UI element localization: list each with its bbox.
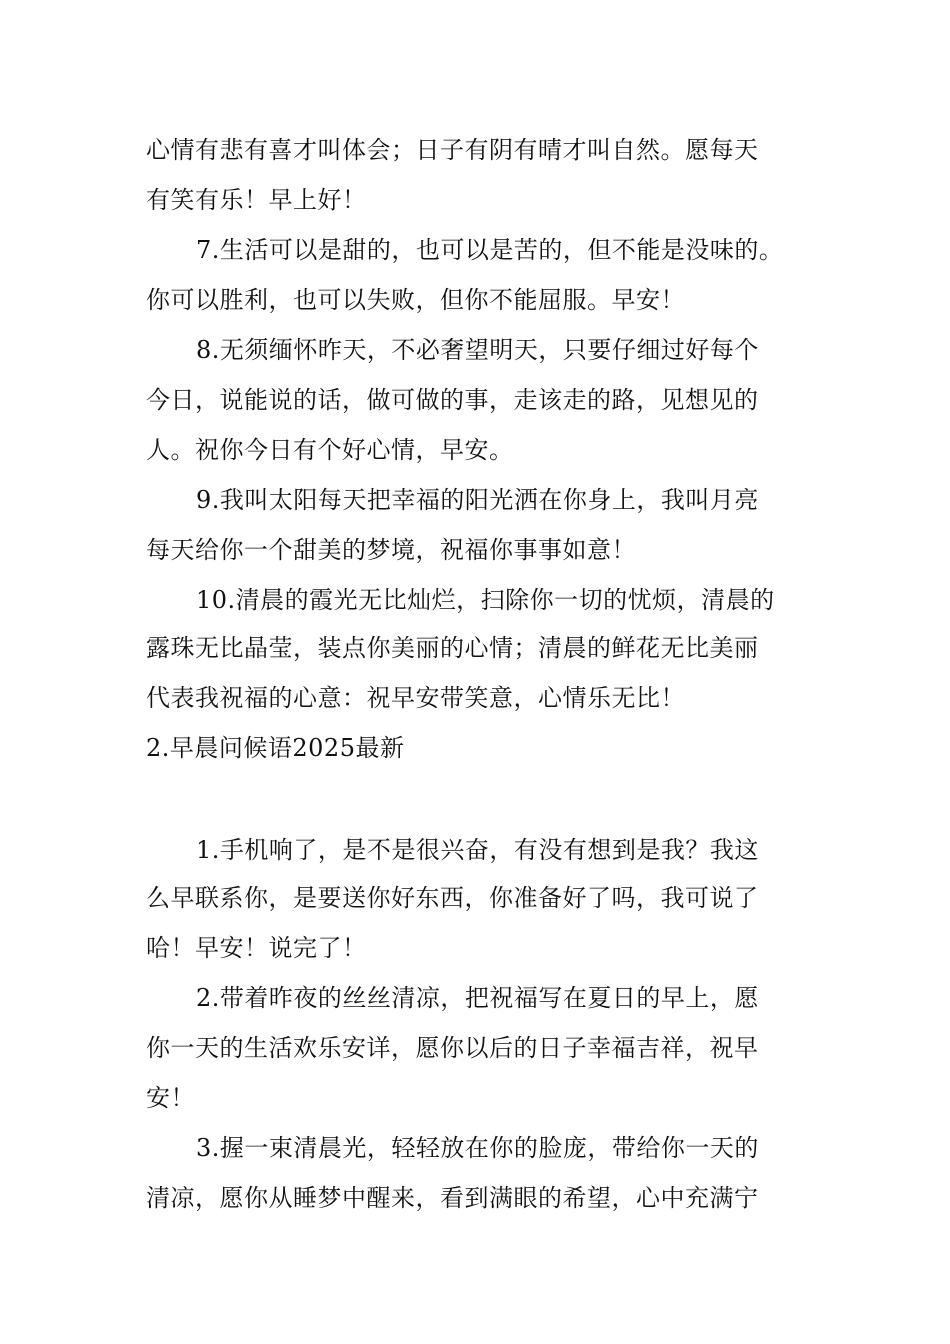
- paragraph-line: 8.无须缅怀昨天，不必奢望明天，只要仔细过好每个: [196, 336, 759, 364]
- paragraph-line: 人。祝你今日有个好心情，早安。: [146, 436, 514, 464]
- paragraph-line: 每天给你一个甜美的梦境，祝福你事事如意！: [146, 536, 636, 564]
- paragraph-line: 有笑有乐！早上好！: [146, 186, 367, 214]
- paragraph-line: 代表我祝福的心意：祝早安带笑意，心情乐无比！: [146, 684, 685, 712]
- paragraph-line: 2.带着昨夜的丝丝清凉，把祝福写在夏日的早上，愿: [196, 984, 759, 1012]
- section-heading: 2.早晨问候语2025最新: [146, 734, 405, 762]
- paragraph-line: 心情有悲有喜才叫体会；日子有阴有晴才叫自然。愿每天: [146, 136, 759, 164]
- paragraph-line: 9.我叫太阳每天把幸福的阳光洒在你身上，我叫月亮: [196, 486, 759, 514]
- paragraph-line: 1.手机响了，是不是很兴奋，有没有想到是我？我这: [196, 836, 759, 864]
- paragraph-line: 3.握一束清晨光，轻轻放在你的脸庞，带给你一天的: [196, 1134, 759, 1162]
- paragraph-line: 清凉，愿你从睡梦中醒来，看到满眼的希望，心中充满宁: [146, 1184, 759, 1212]
- paragraph-line: 么早联系你，是要送你好东西，你准备好了吗，我可说了: [146, 884, 759, 912]
- paragraph-line: 你一天的生活欢乐安详，愿你以后的日子幸福吉祥，祝早: [146, 1034, 759, 1062]
- paragraph-line: 今日，说能说的话，做可做的事，走该走的路，见想见的: [146, 386, 759, 414]
- paragraph-line: 露珠无比晶莹，装点你美丽的心情；清晨的鲜花无比美丽: [146, 634, 759, 662]
- paragraph-line: 你可以胜利，也可以失败，但你不能屈服。早安！: [146, 286, 685, 314]
- paragraph-line: 10.清晨的霞光无比灿烂，扫除你一切的忧烦，清晨的: [196, 586, 775, 614]
- paragraph-line: 哈！早安！说完了！: [146, 934, 367, 962]
- paragraph-line: 安！: [146, 1084, 195, 1112]
- paragraph-line: 7.生活可以是甜的，也可以是苦的，但不能是没味的。: [196, 236, 784, 264]
